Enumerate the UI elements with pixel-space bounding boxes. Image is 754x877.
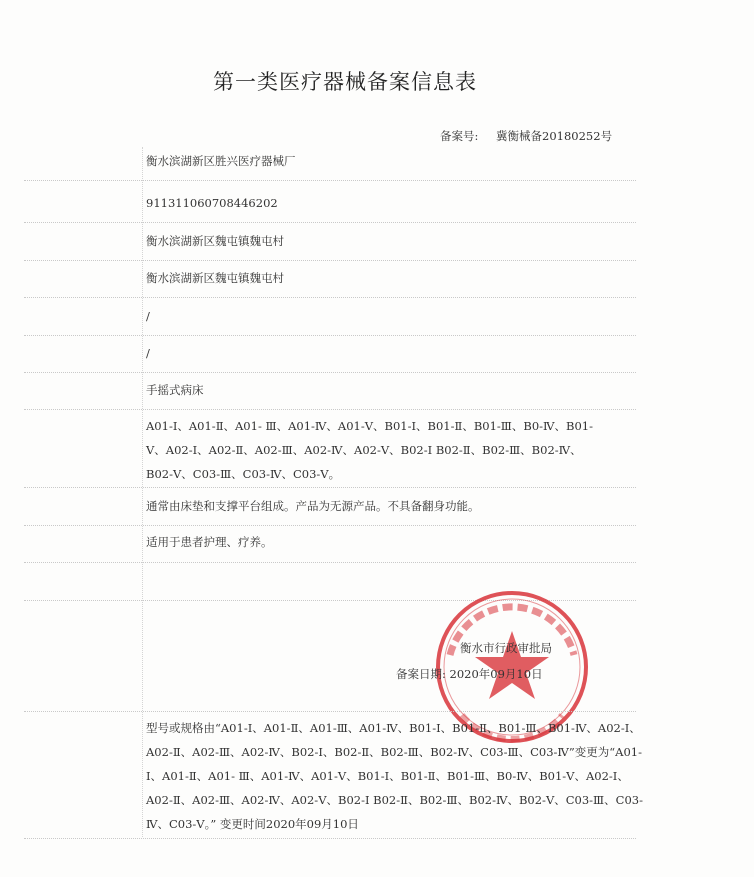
product-name-value: 手摇式病床 bbox=[146, 383, 204, 397]
row-divider bbox=[24, 409, 636, 410]
agent-address-value: / bbox=[146, 346, 150, 360]
row-divider bbox=[24, 297, 636, 298]
row-divider bbox=[24, 260, 636, 261]
row-divider bbox=[24, 222, 636, 223]
model-value: A01-Ⅰ、A01-Ⅱ、A01- Ⅲ、A01-Ⅳ、A01-Ⅴ、B01-Ⅰ、B01-Ⅱ、B01-Ⅲ、B0-Ⅳ、B01-Ⅴ、A02-Ⅰ、A02-Ⅱ、A02-Ⅲ、A02-Ⅳ、A02-Ⅴ、B02-Ⅰ B02-Ⅱ、B02-Ⅲ、B02-Ⅳ、B02-Ⅴ、C03-Ⅲ、C03-Ⅳ、C03-Ⅴ。 bbox=[146, 419, 593, 481]
org-code-value: 911311060708446202 bbox=[146, 196, 278, 210]
row-divider bbox=[24, 372, 636, 373]
record-number bbox=[440, 128, 612, 144]
agent-value: / bbox=[146, 309, 150, 323]
row-divider bbox=[24, 838, 636, 839]
record-number-label: 备案号: bbox=[440, 129, 479, 143]
intended-use-value: 适用于患者护理、疗养。 bbox=[146, 535, 273, 549]
approving-unit: 衡水市行政审批局 bbox=[460, 641, 552, 655]
row-divider bbox=[24, 335, 636, 336]
changes-value: 型号或规格由“A01-Ⅰ、A01-Ⅱ、A01-Ⅲ、A01-Ⅳ、B01-Ⅰ、B01-Ⅱ、B01-Ⅲ、B01-Ⅳ、A02-Ⅰ、A02-Ⅱ、A02-Ⅲ、A02-Ⅳ、B02-Ⅰ、B02-Ⅱ、B02-Ⅲ、B02-Ⅳ、C03-Ⅲ、C03-Ⅳ”变更为“A01-Ⅰ、A01-Ⅱ、A01- Ⅲ、A01-Ⅳ、A01-Ⅴ、B01-Ⅰ、B01-Ⅱ、B01-Ⅲ、B0-Ⅳ、B01-Ⅴ、A02-Ⅰ、A02-Ⅱ、A02-Ⅲ、A02-Ⅳ、A02-Ⅴ、B02-Ⅰ B02-Ⅱ、B02-Ⅲ、B02-Ⅳ、B02-Ⅴ、C03-Ⅲ、C03-Ⅳ、C03-Ⅴ。” 变更时间2020年09月10日 bbox=[146, 721, 643, 831]
row-divider bbox=[24, 525, 636, 526]
filer-name-value: 衡水滨湖新区胜兴医疗器械厂 bbox=[146, 154, 296, 168]
row-divider bbox=[24, 487, 636, 488]
row-divider bbox=[24, 562, 636, 563]
reg-address-value: 衡水滨湖新区魏屯镇魏屯村 bbox=[146, 234, 284, 248]
row-divider bbox=[24, 711, 636, 712]
filing-date: 备案日期: 2020年09月10日 bbox=[396, 667, 543, 681]
record-number-value: 冀衡械备20180252号 bbox=[496, 129, 613, 143]
row-divider bbox=[24, 180, 636, 181]
column-divider bbox=[142, 147, 143, 837]
description-value: 通常由床垫和支撑平台组成。产品为无源产品。不具备翻身功能。 bbox=[146, 499, 480, 513]
document-title: 第一类医疗器械备案信息表 bbox=[213, 70, 477, 94]
prod-address-value: 衡水滨湖新区魏屯镇魏屯村 bbox=[146, 271, 284, 285]
